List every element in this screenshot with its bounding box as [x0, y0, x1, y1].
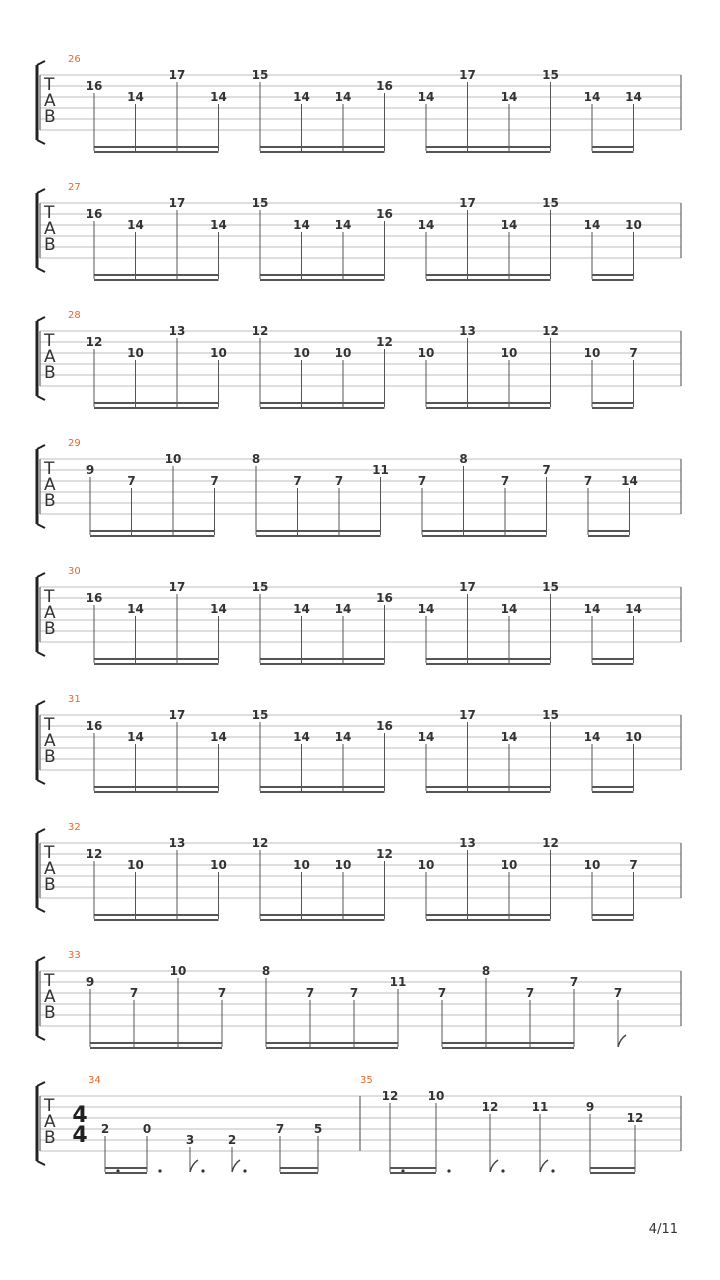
measure-number: 35 [360, 1075, 373, 1086]
tab-system-3 [37, 310, 681, 409]
fret-number: 14 [621, 474, 638, 488]
fret-number: 14 [293, 602, 310, 616]
beam [592, 919, 634, 921]
beam [426, 658, 551, 660]
fret-number: 12 [251, 836, 269, 850]
beam [90, 535, 215, 537]
fret-number: 10 [625, 218, 642, 232]
fret-number: 10 [417, 346, 435, 360]
tab-clef-letter: T [44, 587, 55, 607]
fret-number: 17 [168, 580, 186, 594]
fret-number: 17 [168, 196, 186, 210]
fret-number: 12 [376, 335, 393, 349]
beam [260, 279, 385, 281]
fret-number: 10 [127, 858, 144, 872]
beam [590, 1167, 635, 1169]
fret-number: 15 [542, 68, 559, 82]
measure-number: 31 [68, 694, 81, 705]
beam [94, 274, 219, 276]
fret-number: 13 [459, 324, 476, 338]
measure-number: 34 [88, 1075, 101, 1086]
fret-number: 10 [293, 346, 310, 360]
fret-number: 17 [459, 68, 476, 82]
fret-number: 13 [168, 324, 186, 338]
fret-number: 13 [459, 836, 476, 850]
dot [201, 1169, 204, 1172]
fret-number: 12 [85, 847, 103, 861]
time-signature-bottom: 4 [72, 1123, 88, 1148]
fret-number: 13 [168, 836, 186, 850]
beam [590, 1172, 635, 1174]
tab-system-1 [37, 54, 681, 153]
measure-number: 33 [68, 950, 81, 961]
beam [260, 658, 385, 660]
beam [442, 1047, 574, 1049]
beam [592, 786, 634, 788]
dot [243, 1169, 246, 1172]
fret-number: 16 [85, 79, 103, 93]
tab-clef-letter: B [44, 747, 56, 767]
fret-number: 14 [210, 218, 227, 232]
note-flag [618, 1035, 626, 1047]
beam [260, 663, 385, 665]
fret-number: 10 [127, 346, 144, 360]
beam [260, 919, 385, 921]
fret-number: 7 [334, 474, 344, 488]
beam [260, 151, 385, 153]
beam [422, 530, 547, 532]
fret-number: 10 [500, 858, 518, 872]
fret-number: 12 [381, 1089, 399, 1103]
tab-clef-letter: T [44, 843, 55, 863]
fret-number: 9 [585, 1100, 595, 1114]
fret-number: 10 [583, 346, 601, 360]
fret-number: 2 [227, 1133, 237, 1147]
fret-number: 14 [583, 90, 601, 104]
beam [256, 535, 381, 537]
tab-system-6 [37, 694, 681, 793]
fret-number: 14 [293, 218, 310, 232]
fret-number: 11 [372, 463, 389, 477]
fret-number: 7 [525, 986, 535, 1000]
tab-clef-letter: B [44, 1003, 56, 1023]
fret-number: 7 [275, 1122, 285, 1136]
fret-number: 12 [85, 335, 103, 349]
fret-number: 11 [531, 1100, 549, 1114]
fret-number: 16 [376, 207, 393, 221]
tab-clef-letter: T [44, 971, 55, 991]
beam [260, 914, 385, 916]
note-flag [540, 1160, 548, 1172]
fret-number: 7 [129, 986, 139, 1000]
fret-number: 3 [185, 1133, 195, 1147]
beam [94, 663, 219, 665]
fret-number: 14 [583, 218, 601, 232]
tab-clef-letter: T [44, 1096, 55, 1116]
time-signature-top: 4 [72, 1103, 88, 1128]
dot [501, 1169, 504, 1172]
beam [442, 1042, 574, 1044]
fret-number: 14 [417, 218, 435, 232]
fret-number: 7 [583, 474, 593, 488]
beam [260, 791, 385, 793]
beam [94, 786, 219, 788]
fret-number: 10 [210, 858, 227, 872]
fret-number: 7 [542, 463, 551, 477]
beam [260, 146, 385, 148]
dot [551, 1169, 554, 1172]
beam [426, 791, 551, 793]
beam [94, 151, 219, 153]
fret-number: 12 [542, 836, 559, 850]
beam [592, 151, 634, 153]
tab-clef-letter: T [44, 203, 55, 223]
tab-system-7 [37, 822, 681, 921]
beam [592, 146, 634, 148]
fret-number: 14 [500, 218, 518, 232]
measure-number: 30 [68, 566, 81, 577]
fret-number: 16 [376, 591, 393, 605]
beam [588, 535, 630, 537]
tab-clef-letter: B [44, 875, 56, 895]
fret-number: 9 [85, 975, 95, 989]
beam [426, 786, 551, 788]
fret-number: 7 [127, 474, 136, 488]
fret-number: 15 [251, 580, 269, 594]
fret-number: 15 [542, 708, 559, 722]
tab-clef-letter: T [44, 75, 55, 95]
measure-number: 26 [68, 54, 81, 65]
fret-number: 15 [251, 196, 269, 210]
fret-number: 14 [127, 730, 144, 744]
dot [158, 1169, 161, 1172]
dot [447, 1169, 450, 1172]
fret-number: 16 [85, 591, 103, 605]
beam [592, 279, 634, 281]
tab-clef-letter: A [44, 859, 56, 879]
note-flag [190, 1160, 198, 1172]
beam [90, 1042, 222, 1044]
fret-number: 10 [417, 858, 435, 872]
beam [592, 402, 634, 404]
beam [592, 791, 634, 793]
note-flag [490, 1160, 498, 1172]
fret-number: 12 [481, 1100, 499, 1114]
fret-number: 8 [481, 964, 491, 978]
fret-number: 14 [417, 90, 435, 104]
tab-clef-letter: A [44, 91, 56, 111]
beam [588, 530, 630, 532]
fret-number: 9 [85, 463, 95, 477]
fret-number: 14 [417, 602, 435, 616]
fret-number: 14 [210, 730, 227, 744]
fret-number: 14 [210, 602, 227, 616]
fret-number: 14 [127, 602, 144, 616]
fret-number: 14 [334, 730, 352, 744]
measure-number: 27 [68, 182, 81, 193]
tab-clef-letter: A [44, 219, 56, 239]
fret-number: 14 [334, 218, 352, 232]
fret-number: 14 [293, 90, 310, 104]
tab-clef-letter: B [44, 235, 56, 255]
fret-number: 2 [100, 1122, 110, 1136]
tab-clef-letter: T [44, 715, 55, 735]
fret-number: 14 [334, 90, 352, 104]
fret-number: 10 [293, 858, 310, 872]
fret-number: 14 [127, 218, 144, 232]
tab-clef-letter: A [44, 987, 56, 1007]
beam [105, 1172, 147, 1174]
tab-system-5 [37, 566, 681, 665]
fret-number: 16 [376, 79, 393, 93]
beam [90, 1047, 222, 1049]
tab-system-2 [37, 182, 681, 281]
fret-number: 7 [629, 346, 638, 360]
beam [592, 407, 634, 409]
beam [260, 402, 385, 404]
tab-clef-letter: A [44, 603, 56, 623]
beam [256, 530, 381, 532]
tab-clef-letter: B [44, 363, 56, 383]
tab-clef-letter: A [44, 731, 56, 751]
beam [94, 146, 219, 148]
fret-number: 7 [569, 975, 579, 989]
fret-number: 15 [542, 196, 559, 210]
fret-number: 7 [293, 474, 302, 488]
fret-number: 12 [251, 324, 269, 338]
fret-number: 7 [629, 858, 638, 872]
beam [426, 146, 551, 148]
fret-number: 0 [142, 1122, 152, 1136]
fret-number: 8 [251, 452, 261, 466]
beam [94, 407, 219, 409]
fret-number: 14 [583, 730, 601, 744]
fret-number: 16 [376, 719, 393, 733]
tab-clef-letter: B [44, 619, 56, 639]
beam [94, 791, 219, 793]
beam [426, 151, 551, 153]
tab-clef-letter: T [44, 459, 55, 479]
beam [266, 1042, 398, 1044]
beam [426, 663, 551, 665]
page-number: 4/11 [648, 1222, 678, 1237]
tab-clef-letter: A [44, 475, 56, 495]
beam [260, 786, 385, 788]
fret-number: 10 [625, 730, 642, 744]
beam [592, 274, 634, 276]
fret-number: 17 [168, 708, 186, 722]
tab-system-4 [37, 438, 681, 537]
beam [94, 658, 219, 660]
beam [422, 535, 547, 537]
beam [426, 402, 551, 404]
beam [426, 919, 551, 921]
fret-number: 8 [459, 452, 468, 466]
fret-number: 15 [251, 68, 269, 82]
fret-number: 12 [542, 324, 559, 338]
fret-number: 10 [169, 964, 187, 978]
fret-number: 10 [334, 346, 352, 360]
fret-number: 10 [334, 858, 352, 872]
fret-number: 10 [427, 1089, 445, 1103]
beam [280, 1172, 318, 1174]
beam [94, 919, 219, 921]
beam [94, 279, 219, 281]
beam [592, 914, 634, 916]
fret-number: 7 [305, 986, 315, 1000]
fret-number: 14 [625, 602, 642, 616]
fret-number: 16 [85, 719, 103, 733]
fret-number: 7 [210, 474, 219, 488]
fret-number: 7 [349, 986, 359, 1000]
beam [426, 279, 551, 281]
fret-number: 17 [459, 580, 476, 594]
note-flag [232, 1160, 240, 1172]
beam [390, 1167, 436, 1169]
beam [592, 663, 634, 665]
tab-system-8 [37, 950, 681, 1049]
beam [94, 402, 219, 404]
beam [390, 1172, 436, 1174]
fret-number: 7 [217, 986, 227, 1000]
fret-number: 7 [417, 474, 427, 488]
beam [426, 914, 551, 916]
fret-number: 14 [293, 730, 310, 744]
fret-number: 16 [85, 207, 103, 221]
tab-clef-letter: B [44, 107, 56, 127]
fret-number: 5 [313, 1122, 323, 1136]
tab-clef-letter: A [44, 1112, 56, 1132]
fret-number: 14 [500, 90, 518, 104]
fret-number: 14 [500, 602, 518, 616]
fret-number: 17 [459, 708, 476, 722]
fret-number: 7 [437, 986, 447, 1000]
fret-number: 14 [417, 730, 435, 744]
tab-clef-letter: B [44, 491, 56, 511]
fret-number: 14 [500, 730, 518, 744]
beam [592, 658, 634, 660]
tab-clef-letter: A [44, 347, 56, 367]
beam [94, 914, 219, 916]
beam [260, 407, 385, 409]
beam [266, 1047, 398, 1049]
tab-system-9 [37, 1075, 681, 1174]
measure-number: 29 [68, 438, 81, 449]
fret-number: 10 [583, 858, 601, 872]
fret-number: 17 [459, 196, 476, 210]
fret-number: 7 [500, 474, 510, 488]
fret-number: 8 [261, 964, 271, 978]
measure-number: 32 [68, 822, 81, 833]
beam [426, 274, 551, 276]
fret-number: 10 [164, 452, 182, 466]
beam [426, 407, 551, 409]
fret-number: 10 [210, 346, 227, 360]
fret-number: 12 [626, 1111, 644, 1125]
beam [260, 274, 385, 276]
fret-number: 7 [613, 986, 623, 1000]
fret-number: 15 [251, 708, 269, 722]
fret-number: 14 [210, 90, 227, 104]
fret-number: 11 [389, 975, 407, 989]
beam [105, 1167, 147, 1169]
tab-clef-letter: T [44, 331, 55, 351]
fret-number: 15 [542, 580, 559, 594]
tab-clef-letter: B [44, 1128, 56, 1148]
fret-number: 14 [127, 90, 144, 104]
beam [90, 530, 215, 532]
fret-number: 17 [168, 68, 186, 82]
fret-number: 14 [334, 602, 352, 616]
beam [280, 1167, 318, 1169]
fret-number: 12 [376, 847, 393, 861]
fret-number: 14 [583, 602, 601, 616]
measure-number: 28 [68, 310, 81, 321]
fret-number: 14 [625, 90, 642, 104]
fret-number: 10 [500, 346, 518, 360]
